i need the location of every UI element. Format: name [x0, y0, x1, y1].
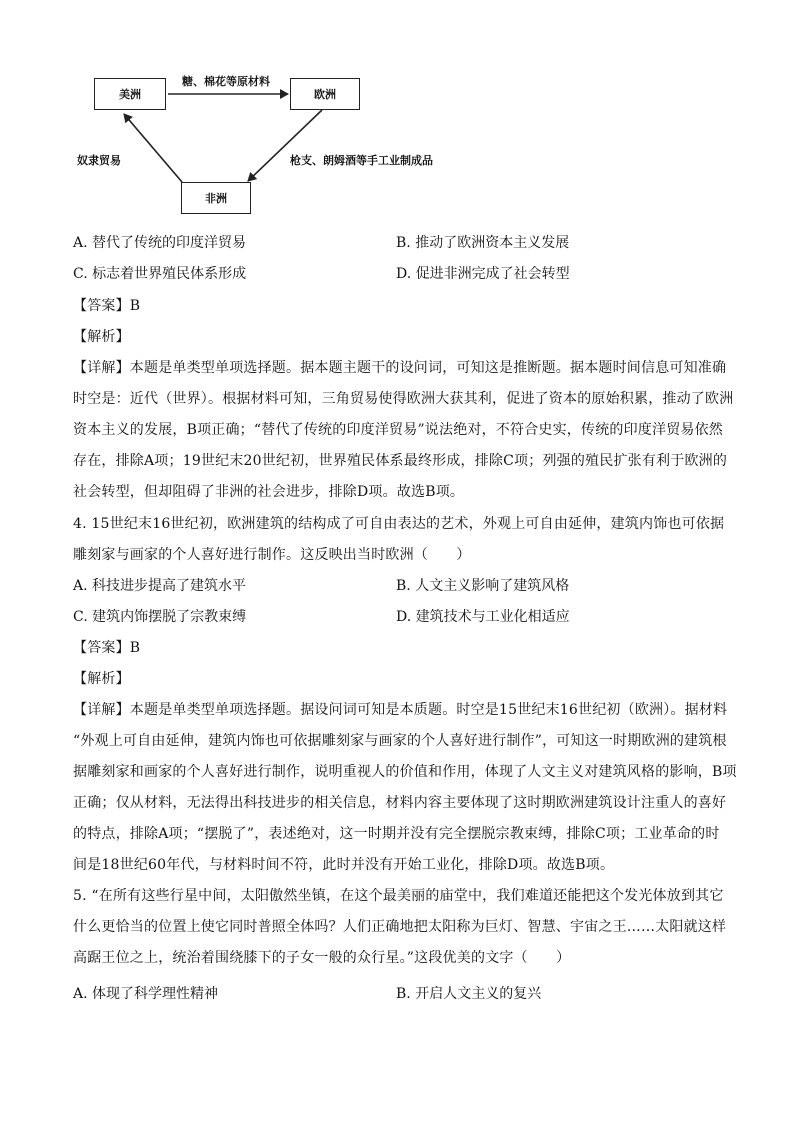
q3-option-a: A. 替代了传统的印度洋贸易 — [73, 235, 247, 251]
q4-option-d: D. 建筑技术与工业化相适应 — [396, 609, 570, 625]
label-raw-materials: 糖、棉花等原材料 — [182, 75, 270, 88]
q3-analysis-heading: 【解析】 — [73, 329, 130, 345]
label-slave-trade: 奴隶贸易 — [77, 154, 121, 167]
box-africa: 非洲 — [181, 182, 251, 214]
q5-stem-line: 5. “在所有这些行星中间，太阳傲然坐镇，在这个最美丽的庙堂中，我们难道还能把这个发光体放到其它 — [73, 888, 724, 904]
q3-detail-line: 存在，排除A项；19世纪末20世纪初，世界殖民体系最终形成，排除C项；列强的殖民扩张有利于欧洲的 — [73, 453, 728, 469]
q3-answer: 【答案】B — [73, 298, 141, 314]
q3-detail-line: 【详解】本题是单类型单项选择题。据本题主题干的设问词，可知这是推断题。据本题时间信息可知准确 — [73, 360, 727, 376]
q3-option-b: B. 推动了欧洲资本主义发展 — [396, 235, 570, 251]
q3-option-d: D. 促进非洲完成了社会转型 — [396, 266, 570, 282]
box-europe: 欧洲 — [290, 78, 360, 110]
q4-stem-line: 雕刻家与画家的个人喜好进行制作。这反映出当时欧洲（ ） — [73, 547, 471, 563]
q4-detail-line: 据雕刻家和画家的个人喜好进行制作，说明重视人的价值和作用，体现了人文主义对建筑风格的影响，B项 — [73, 764, 737, 780]
q4-stem-line: 4. 15世纪末16世纪初，欧洲建筑的结构成了可自由表达的艺术，外观上可自由延伸，建筑内饰也可依据 — [73, 516, 725, 532]
q4-detail-line: 【详解】本题是单类型单项选择题。据设问词可知是本质题。时空是15世纪末16世纪初（欧洲）。据材料 — [73, 702, 728, 718]
q5-stem-line: 高踞王位之上，统治着围绕膝下的子女一般的众行星。”这段优美的文字（ ） — [73, 950, 571, 966]
q3-option-c: C. 标志着世界殖民体系形成 — [73, 266, 247, 282]
q4-option-c: C. 建筑内饰摆脱了宗教束缚 — [73, 609, 247, 625]
q4-analysis-heading: 【解析】 — [73, 671, 130, 687]
q3-detail-line: 时空是：近代（世界）。根据材料可知，三角贸易使得欧洲大获其利，促进了资本的原始积累，推动了欧洲 — [73, 391, 734, 407]
q3-detail-line: 社会转型，但却阻碍了非洲的社会进步，排除D项。故选B项。 — [73, 484, 465, 500]
q3-detail-line: 资本主义的发展，B项正确；“替代了传统的印度洋贸易”说法绝对，不符合史实，传统的印度洋贸易依然 — [73, 422, 723, 438]
q4-option-b: B. 人文主义影响了建筑风格 — [396, 578, 570, 594]
q4-detail-line: “外观上可自由延伸，建筑内饰也可依据雕刻家与画家的个人喜好进行制作”，可知这一时期欧洲的建筑根 — [73, 733, 727, 749]
arrow-europe-to-africa — [248, 110, 322, 181]
arrow-africa-to-america — [124, 114, 182, 182]
q4-detail-line: 的特点，排除A项；“摆脱了”，表述绝对，这一时期并没有完全摆脱宗教束缚，排除C项；工业革命的时 — [73, 826, 720, 842]
label-manufactured-goods: 枪支、朗姆酒等手工业制成品 — [290, 154, 433, 167]
q4-detail-line: 间是18世纪60年代，与材料时间不符，此时并没有开始工业化，排除D项。故选B项。 — [73, 857, 615, 873]
q5-option-a: A. 体现了科学理性精神 — [73, 986, 219, 1002]
q4-detail-line: 正确；仅从材料，无法得出科技进步的相关信息，材料内容主要体现了这时期欧洲建筑设计注重人的喜好 — [73, 795, 727, 811]
q4-option-a: A. 科技进步提高了建筑水平 — [73, 578, 247, 594]
box-america: 美洲 — [94, 78, 166, 110]
q4-answer: 【答案】B — [73, 640, 141, 656]
q5-option-b: B. 开启人文主义的复兴 — [396, 986, 542, 1002]
diagram-arrows — [0, 0, 794, 230]
q5-stem-line: 什么更恰当的位置上使它同时普照全体吗？人们正确地把太阳称为巨灯、智慧、宇宙之王……太阳就这样 — [73, 919, 727, 935]
